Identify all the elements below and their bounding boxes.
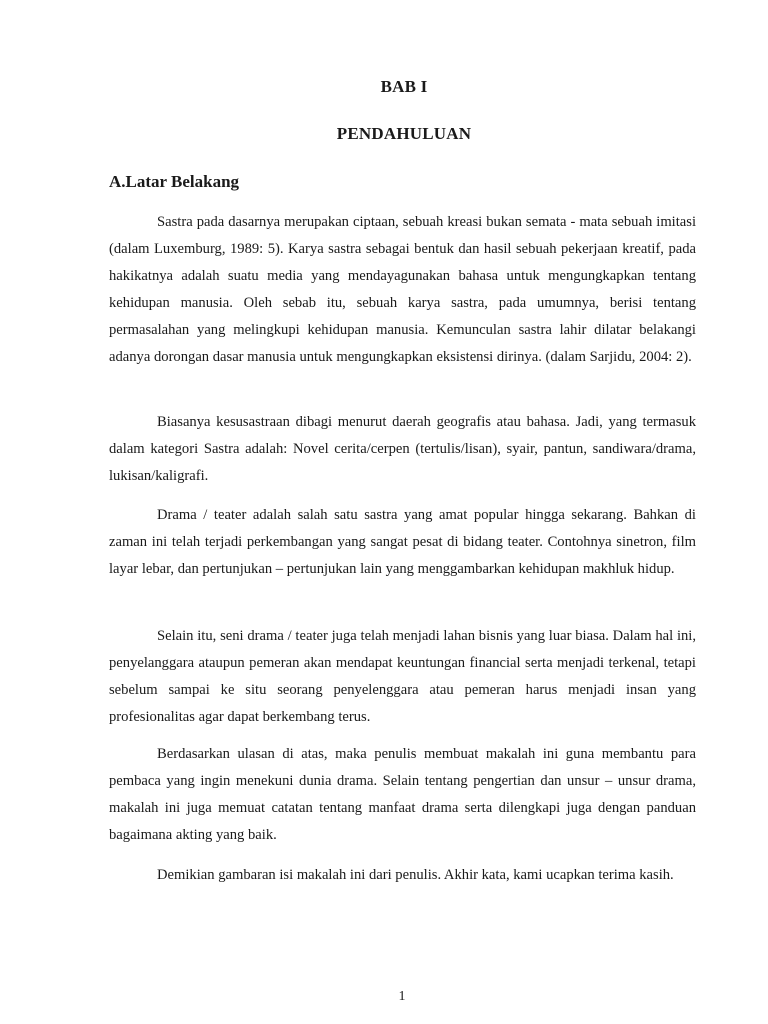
section-heading: A.Latar Belakang: [109, 172, 240, 191]
paragraph-5: Berdasarkan ulasan di atas, maka penulis membuat makalah ini guna membantu para pembaca yang ingin menekuni dunia drama. Selain tentang pengertian dan unsur – unsur drama, makalah ini juga memuat catatan tentang manfaat drama serta dilengkapi juga dengan panduan bagaimana akting yang baik.: [109, 746, 696, 843]
chapter-title: PENDAHULUAN: [336, 124, 472, 143]
paragraph-6: Demikian gambaran isi makalah ini dari penulis. Akhir kata, kami ucapkan terima kasih.: [157, 867, 674, 883]
paragraph-1: Sastra pada dasarnya merupakan ciptaan, sebuah kreasi bukan semata - mata sebuah imitasi (dalam Luxemburg, 1989: 5). Karya sastra sebagai bentuk dan hasil sebuah pekerjaan kreatif, pada hakikatnya adalah suatu media yang mendayagunakan bahasa untuk mengungkapkan tentang kehidupan manusia. Oleh sebab itu, sebuah karya sastra, pada umumnya, berisi tentang permasalahan yang melingkupi kehidupan manusia. Kemunculan sastra lahir dilatar belakangi adanya dorongan dasar manusia untuk mengungkapkan eksistensi dirinya. (dalam Sarjidu, 2004: 2).: [109, 214, 696, 365]
page-number: 1: [398, 989, 406, 1004]
paragraph-4: Selain itu, seni drama / teater juga telah menjadi lahan bisnis yang luar biasa. Dalam hal ini, penyelanggara ataupun pemeran akan mendapat keuntungan financial serta menjadi terkenal, tetapi sebelum sampai ke situ seorang penyelenggara atau pemeran harus menjadi insan yang profesionalitas agar dapat berkembang terus.: [109, 628, 696, 725]
chapter-number: BAB I: [380, 77, 428, 96]
paragraph-2: Biasanya kesusastraan dibagi menurut daerah geografis atau bahasa. Jadi, yang termasuk dalam kategori Sastra adalah: Novel cerita/cerpen (tertulis/lisan), syair, pantun, sandiwara/drama, lukisan/kaligrafi.: [109, 414, 696, 484]
paragraph-3: Drama / teater adalah salah satu sastra yang amat popular hingga sekarang. Bahkan di zaman ini telah terjadi perkembangan yang sangat pesat di bidang teater. Contohnya sinetron, film layar lebar, dan pertunjukan – pertunjukan lain yang menggambarkan kehidupan makhluk hidup.: [109, 507, 696, 577]
